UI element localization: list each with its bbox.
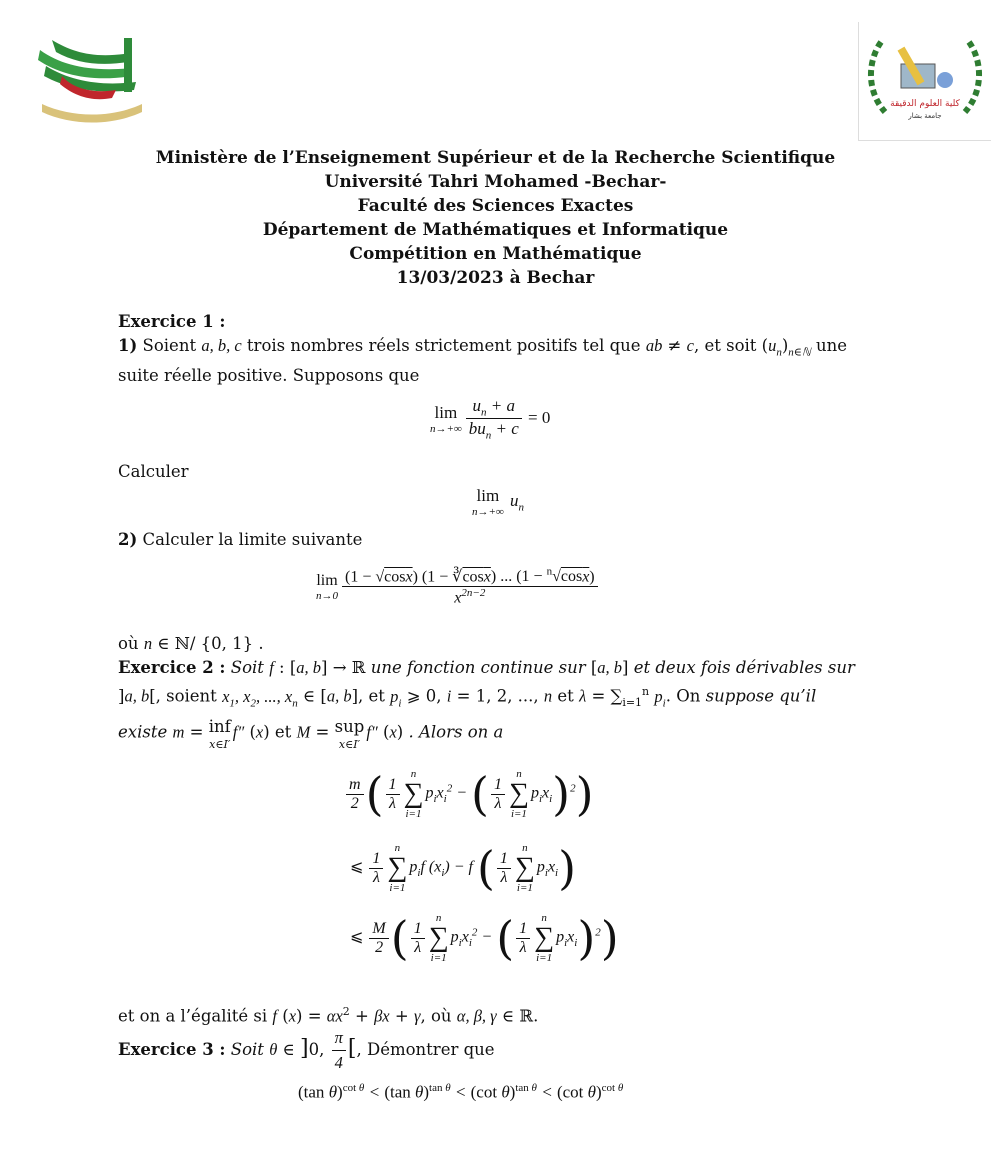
competition-line: Compétition en Mathématique (349, 244, 642, 264)
domain-n: où n ∈ ℕ/ {0, 1} . (118, 634, 264, 653)
formula-limit-un: lim n→+∞ $u_n$ (472, 486, 525, 518)
exercise-3: Exercice 3 : Soit θ ∈ ]0, $\frac{\pi}{4}$ [, Démontrer que (118, 1028, 495, 1072)
svg-text:كلية العلوم الدقيقة: كلية العلوم الدقيقة (890, 99, 960, 109)
faculty-logo (858, 22, 991, 141)
exercise-1-part-1: 1) Soient a, b, c trois nombres réels strictement positifs tel que ab ≠ c, et soit $(u_n)_{n\in ℕ}$ une (118, 336, 848, 359)
calc-label: Calculer (118, 462, 189, 481)
equality-condition: et on a l’égalité si f $(x) = \alpha x^2 + \beta x + \gamma$, où α, β, γ ∈ ℝ. (118, 1005, 539, 1026)
svg-text:جامعة بشار: جامعة بشار (908, 112, 942, 120)
exercise-1-title: Exercice 1 : (118, 312, 226, 331)
exercise-1-part-1-cont: suite réelle positive. Supposons que (118, 366, 420, 386)
faculty-line: Faculté des Sciences Exactes (357, 196, 634, 216)
department-line: Département de Mathématiques et Informatique (262, 220, 729, 240)
exercise-1 (118, 310, 898, 388)
university-logo (32, 32, 150, 128)
inequality-line-1: $\frac{m}{2}$ ( $\frac{1}{\lambda}$ n ∑ i=1 $p_ix_i^2$ − ( $\frac{1}{\lambda}$ n ∑ i=1 $p_ix_i)^2$) (344, 768, 594, 820)
formula-limit-product: lim n→0 $\frac{(1 - √\cos\overline{x}) (1 - ∛\overline{cos}\overline{x}) ... (1 - ^n√\cos\overline{x})}{x^{2n-2}}$ (316, 566, 600, 608)
formula-limit-ratio: lim n→+∞ $\frac{u_n + a}{bu_n + c}$ = 0 (430, 396, 551, 442)
university-line: Université Tahri Mohamed -Bechar- (324, 172, 667, 192)
exercise-2: Exercice 2 : Soit f : [a, b] → ℝ une fonction continue sur [a, b] et deux fois dérivables sur ]a, b[, soient $x_1$, $x_2$, ..., $x_n$ ∈ [a, b], et $p_i$ ⩾ 0, i = 1, 2, ..., n et $\lambda = \sum_{i=1}^n$ $p_i$. On suppose qu’il existe m = inf x∈I′ f″ (x) et M = sup x∈I′ f″ (x) . Alors on a (118, 658, 855, 751)
date-line: 13/03/2023 à Bechar (396, 268, 595, 288)
document-header (0, 146, 991, 290)
exercise-1-part-2: 2) Calculer la limite suivante (118, 530, 363, 549)
inequality-line-2: ⩽ $\frac{1}{\lambda}$ n ∑ i=1 $p_if$ $(x_i) - f$ ( $\frac{1}{\lambda}$ n ∑ i=1 $p_ix_i$) (350, 841, 577, 895)
formula-tan-cot: (tan θ)$^{cot \theta}$ < (tan θ)$^{tan \theta}$ < (cot θ)$^{tan \theta}$ < (cot θ)$^{cot \theta}$ (298, 1082, 624, 1102)
inequality-line-3: ⩽ $\frac{M}{2}$ ( $\frac{1}{\lambda}$ n ∑ i=1 $p_ix_i^2$ − ( $\frac{1}{\lambda}$ n ∑ i=1 $p_ix_i)^2$) (350, 911, 619, 965)
ministry-line: Ministère de l’Enseignement Supérieur et de la Recherche Scientifique (155, 148, 836, 168)
